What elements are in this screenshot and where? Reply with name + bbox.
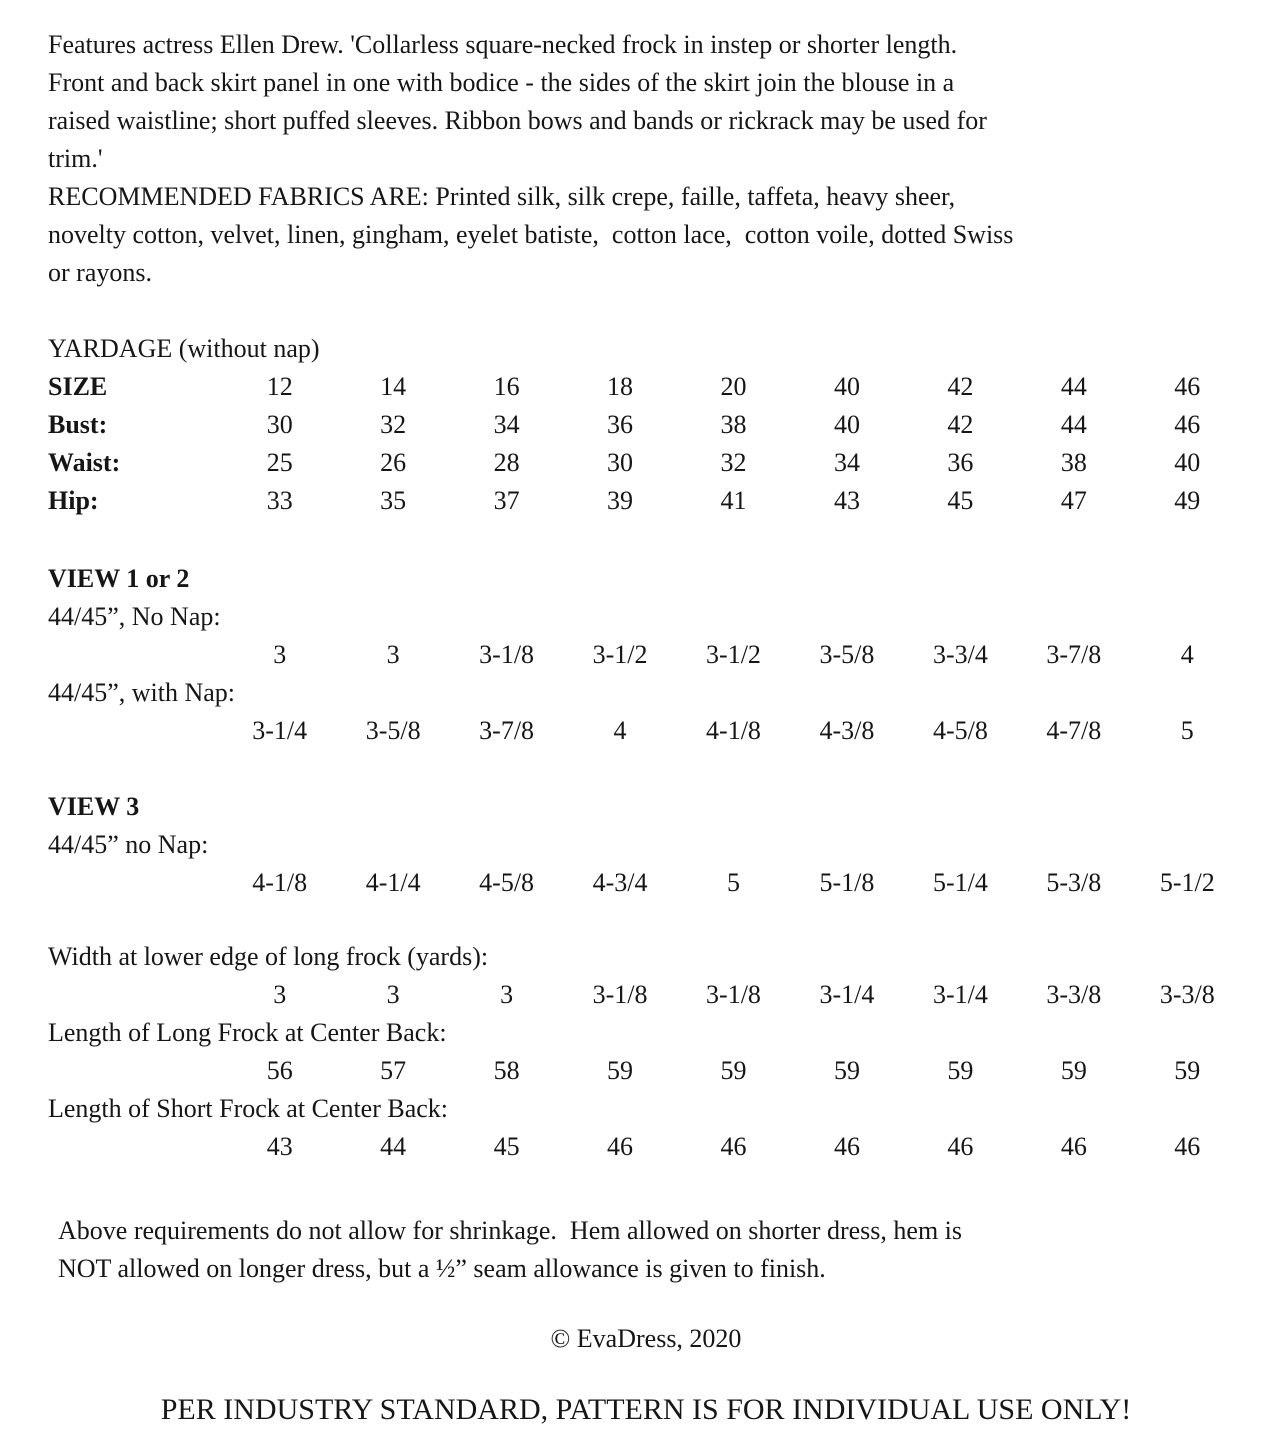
value-cell: 46 bbox=[833, 1132, 860, 1161]
value-cell: 30 bbox=[607, 448, 634, 477]
table-row-long-frock-length bbox=[48, 1052, 1244, 1090]
value-cell: 20 bbox=[720, 372, 747, 401]
table-row-hip bbox=[48, 482, 1244, 520]
copyright-line: © EvaDress, 2020 bbox=[550, 1324, 742, 1353]
value-cell: 5 bbox=[726, 868, 740, 897]
value-cell: 35 bbox=[380, 486, 407, 515]
value-cell: 42 bbox=[947, 372, 974, 401]
value-cell: 3 bbox=[500, 980, 514, 1009]
section-title: VIEW 1 or 2 bbox=[48, 564, 190, 593]
value-cell: 59 bbox=[720, 1056, 747, 1085]
value-cell: 3-1/2 bbox=[706, 640, 761, 669]
value-cell: 46 bbox=[1060, 1132, 1087, 1161]
value-cell: 3-1/8 bbox=[479, 640, 535, 669]
value-cell: 3-1/4 bbox=[819, 980, 875, 1009]
value-cell: 3-7/8 bbox=[1046, 640, 1102, 669]
value-cell: 43 bbox=[833, 486, 860, 515]
value-cell: 36 bbox=[607, 410, 634, 439]
text-line: or rayons. bbox=[48, 258, 152, 287]
value-cell: 42 bbox=[947, 410, 974, 439]
pattern-info-page bbox=[48, 26, 1244, 1432]
table-row-short-frock-length bbox=[48, 1128, 1244, 1166]
value-cell: 3-3/4 bbox=[932, 640, 988, 669]
footer-notice: PER INDUSTRY STANDARD, PATTERN IS FOR INDIVIDUAL USE ONLY! bbox=[160, 1393, 1132, 1426]
value-cell: 3-5/8 bbox=[365, 716, 421, 745]
value-cell: 26 bbox=[380, 448, 407, 477]
value-cell: 40 bbox=[833, 372, 860, 401]
value-cell: 4-7/8 bbox=[1046, 716, 1102, 745]
value-cell: 18 bbox=[607, 372, 634, 401]
value-cell: 3-5/8 bbox=[819, 640, 875, 669]
value-cell: 33 bbox=[266, 486, 293, 515]
value-cell: 46 bbox=[947, 1132, 974, 1161]
text-line: raised waistline; short puffed sleeves. Ribbon bows and bands or rickrack may be used for bbox=[48, 106, 987, 135]
row-label: Bust: bbox=[48, 410, 108, 439]
value-cell: 3-3/8 bbox=[1159, 980, 1215, 1009]
value-cell: 49 bbox=[1174, 486, 1201, 515]
value-cell: 40 bbox=[1174, 448, 1201, 477]
value-cell: 38 bbox=[720, 410, 747, 439]
value-cell: 43 bbox=[266, 1132, 293, 1161]
value-cell: 4-3/8 bbox=[819, 716, 875, 745]
view-3-section bbox=[48, 788, 1244, 902]
table-row-nonap bbox=[48, 636, 1244, 674]
value-cell: 4 bbox=[613, 716, 627, 745]
value-cell: 4 bbox=[1180, 640, 1194, 669]
value-cell: 46 bbox=[1174, 372, 1201, 401]
value-cell: 38 bbox=[1060, 448, 1087, 477]
value-cell: 59 bbox=[1060, 1056, 1087, 1085]
table-row-size bbox=[48, 368, 1244, 406]
value-cell: 5-1/2 bbox=[1159, 868, 1215, 897]
value-cell: 34 bbox=[833, 448, 860, 477]
table-row-withnap bbox=[48, 712, 1244, 750]
value-cell: 41 bbox=[720, 486, 747, 515]
row-label: SIZE bbox=[48, 372, 108, 401]
yardage-section bbox=[48, 330, 1244, 520]
value-cell: 5-3/8 bbox=[1046, 868, 1102, 897]
section-title: VIEW 3 bbox=[48, 792, 140, 821]
value-cell: 4-1/4 bbox=[365, 868, 421, 897]
value-cell: 45 bbox=[493, 1132, 520, 1161]
value-cell: 46 bbox=[1174, 410, 1201, 439]
yardage-title: YARDAGE (without nap) bbox=[48, 334, 320, 363]
value-cell: 47 bbox=[1060, 486, 1087, 515]
shrinkage-note bbox=[48, 1212, 1244, 1288]
row-label: Waist: bbox=[48, 448, 121, 477]
value-cell: 57 bbox=[380, 1056, 407, 1085]
value-cell: 44 bbox=[380, 1132, 407, 1161]
row-label: Hip: bbox=[48, 486, 99, 515]
table-row-bust bbox=[48, 406, 1244, 444]
value-cell: 39 bbox=[607, 486, 634, 515]
group-label: 44/45”, No Nap: bbox=[48, 602, 221, 631]
text-line: Features actress Ellen Drew. 'Collarless square-necked frock in instep or shorter length. bbox=[48, 30, 958, 59]
group-label: 44/45” no Nap: bbox=[48, 830, 209, 859]
group-label: Width at lower edge of long frock (yards): bbox=[48, 942, 489, 971]
value-cell: 37 bbox=[493, 486, 520, 515]
text-line: Front and back skirt panel in one with bodice - the sides of the skirt join the blouse in a bbox=[48, 68, 955, 97]
value-cell: 3-1/8 bbox=[592, 980, 648, 1009]
value-cell: 44 bbox=[1060, 410, 1087, 439]
value-cell: 12 bbox=[266, 372, 293, 401]
group-label: Length of Short Frock at Center Back: bbox=[48, 1094, 449, 1123]
value-cell: 56 bbox=[266, 1056, 293, 1085]
value-cell: 46 bbox=[607, 1132, 634, 1161]
value-cell: 3-3/8 bbox=[1046, 980, 1102, 1009]
value-cell: 46 bbox=[1174, 1132, 1201, 1161]
value-cell: 4-1/8 bbox=[706, 716, 761, 745]
value-cell: 5 bbox=[1180, 716, 1194, 745]
value-cell: 59 bbox=[833, 1056, 860, 1085]
table-row-waist bbox=[48, 444, 1244, 482]
text-line: trim.' bbox=[48, 144, 103, 173]
value-cell: 3-1/2 bbox=[592, 640, 648, 669]
value-cell: 44 bbox=[1060, 372, 1087, 401]
value-cell: 4-5/8 bbox=[932, 716, 988, 745]
value-cell: 25 bbox=[266, 448, 293, 477]
text-line: NOT allowed on longer dress, but a ½” seam allowance is given to finish. bbox=[58, 1254, 826, 1283]
value-cell: 59 bbox=[607, 1056, 634, 1085]
value-cell: 3 bbox=[273, 640, 287, 669]
value-cell: 32 bbox=[380, 410, 407, 439]
value-cell: 14 bbox=[380, 372, 407, 401]
frock-measurements-section bbox=[48, 938, 1244, 1166]
value-cell: 46 bbox=[720, 1132, 747, 1161]
value-cell: 3 bbox=[386, 980, 400, 1009]
value-cell: 59 bbox=[1174, 1056, 1201, 1085]
group-label: 44/45”, with Nap: bbox=[48, 678, 236, 707]
value-cell: 36 bbox=[947, 448, 974, 477]
value-cell: 3-1/8 bbox=[706, 980, 761, 1009]
description-paragraph bbox=[48, 26, 1244, 292]
value-cell: 3-1/4 bbox=[932, 980, 988, 1009]
value-cell: 3-7/8 bbox=[479, 716, 535, 745]
value-cell: 3-1/4 bbox=[252, 716, 308, 745]
value-cell: 5-1/8 bbox=[819, 868, 875, 897]
text-line: RECOMMENDED FABRICS ARE: Printed silk, silk crepe, faille, taffeta, heavy sheer, bbox=[48, 182, 956, 211]
value-cell: 34 bbox=[493, 410, 520, 439]
value-cell: 4-3/4 bbox=[592, 868, 648, 897]
group-label: Length of Long Frock at Center Back: bbox=[48, 1018, 447, 1047]
value-cell: 4-5/8 bbox=[479, 868, 535, 897]
view-1-or-2-section bbox=[48, 560, 1244, 750]
value-cell: 3 bbox=[273, 980, 287, 1009]
value-cell: 59 bbox=[947, 1056, 974, 1085]
value-cell: 40 bbox=[833, 410, 860, 439]
value-cell: 32 bbox=[720, 448, 747, 477]
value-cell: 16 bbox=[493, 372, 520, 401]
table-row-width-lower-edge bbox=[48, 976, 1244, 1014]
value-cell: 30 bbox=[266, 410, 293, 439]
table-row-view3-nonap bbox=[48, 864, 1244, 902]
value-cell: 58 bbox=[493, 1056, 520, 1085]
text-line: Above requirements do not allow for shrinkage. Hem allowed on shorter dress, hem is bbox=[58, 1216, 963, 1245]
value-cell: 4-1/8 bbox=[252, 868, 308, 897]
value-cell: 3 bbox=[386, 640, 400, 669]
value-cell: 28 bbox=[493, 448, 520, 477]
value-cell: 45 bbox=[947, 486, 974, 515]
text-line: novelty cotton, velvet, linen, gingham, eyelet batiste, cotton lace, cotton voile, dotted Swiss bbox=[48, 220, 1014, 249]
value-cell: 5-1/4 bbox=[932, 868, 988, 897]
